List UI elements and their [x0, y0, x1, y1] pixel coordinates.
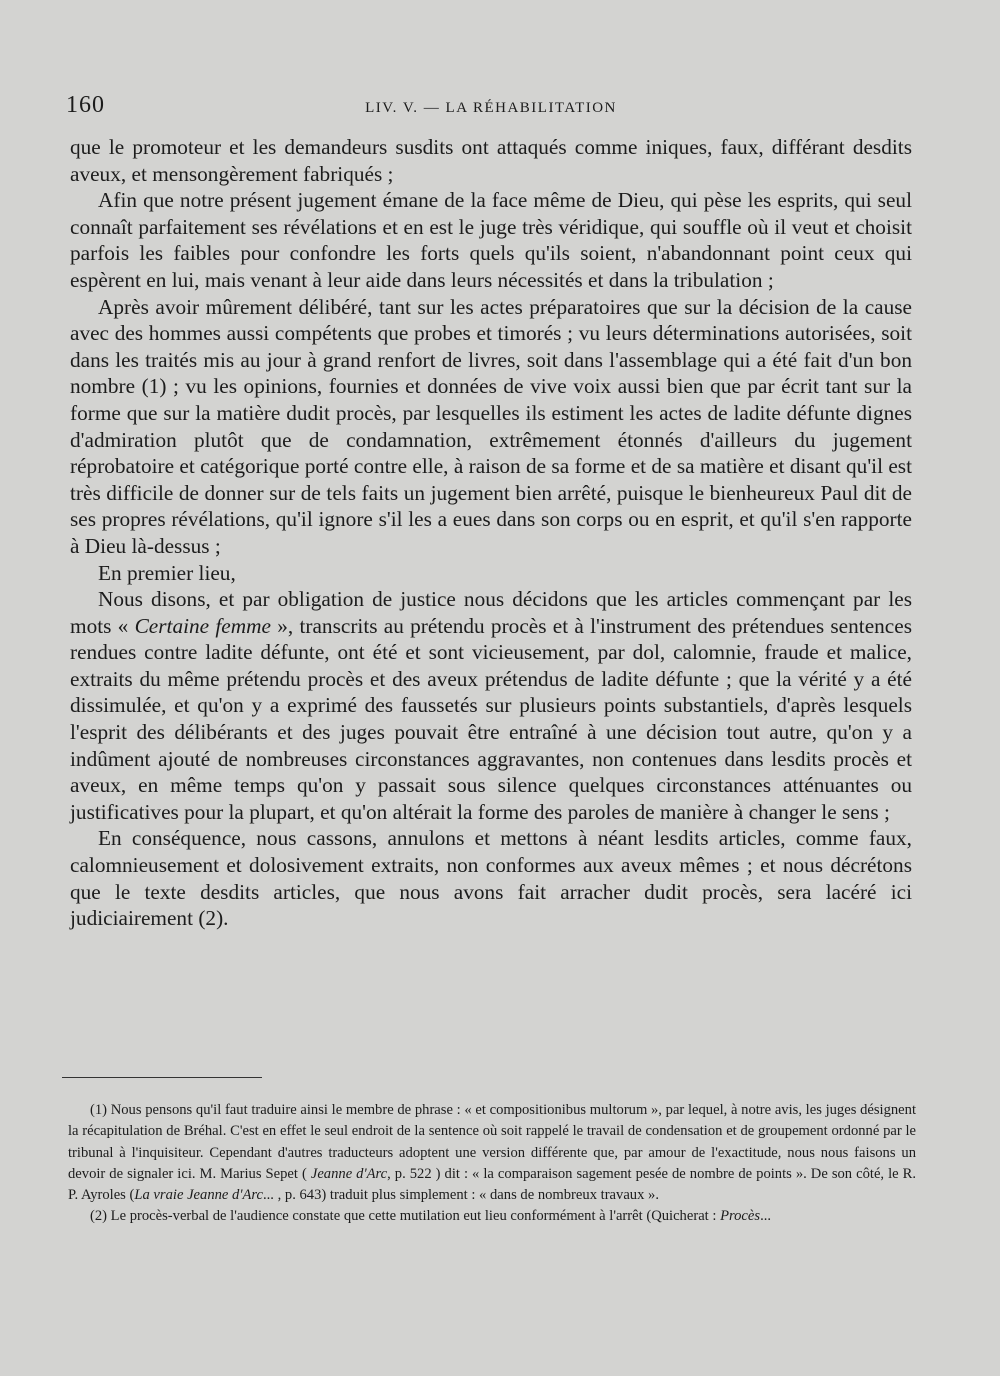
- footnote-1-text-c: ... , p. 643) traduit plus simplement : « dans de nombreux travaux ».: [263, 1187, 659, 1204]
- footnote-1-title-1: Jeanne d'Arc: [310, 1165, 388, 1182]
- footnote-2: [68, 1206, 916, 1227]
- footnote-2-text-a: (2) Le procès-verbal de l'audience constate que cette mutilation eut lieu conformément à l'arrêt (Quicherat :: [90, 1208, 721, 1225]
- paragraph-5-rest: transcrits au prétendu procès et à l'instrument des prétendues sentences rendues contre ladite défunte, ont été et sont vicieusement, par dol, calomnie, fraude et malice, extraits du même prétendu procès et des aveux prétendus de ladite défunte ; que la vérité y a été dissimulée, et qu'on y a exprimé des faussetés sur plusieurs points substantiels, d'après lesquels l'esprit des délibérants et des juges pouvait être entraîné à une décision tout autre, qu'on y a indûment ajouté de nombreuses circonstances aggravantes, non contenues dans lesdits procès et aveux, en même temps qu'on y passait sous silence quelques circonstances atténuantes ou justificatives pour la plupart, et qu'on altérait la forme des paroles de manière à changer le sens ;: [70, 613, 912, 824]
- paragraph-2: Afin que notre présent jugement émane de la face même de Dieu, qui pèse les esprits, qui seul connaît parfaitement ses révélations et en est le juge très véridique, qui souffle où il veut et choisit parfois les faibles pour confondre les forts quels qu'ils soient, n'abandonnant point ceux qui espèrent en lui, mais venant à leur aide dans leurs nécessités et dans la tribulation ;: [70, 188, 912, 292]
- footnote-1: [68, 1100, 916, 1206]
- footnote-1-title-2: La vraie Jeanne d'Arc: [134, 1187, 263, 1204]
- page-number: 160: [66, 92, 105, 118]
- body-text: [70, 134, 912, 932]
- quoted-words: Certaine femme: [134, 613, 271, 638]
- footnote-1-text-b: , p. 522 ) dit : « la comparaison sagement pesée de nombre de points ». De son côté, le R. P. Ayroles (: [68, 1165, 917, 1204]
- page-header: [66, 92, 916, 122]
- paragraph-3: Après avoir mûrement délibéré, tant sur les actes préparatoires que sur la décision de la cause avec des hommes aussi compétents que probes et timorés ; vu leurs déterminations autorisées, soit dans les traités mis au jour à grand renfort de livres, soit dans l'assemblage qui a été fait d'un bon nombre (1) ; vu les opinions, fournies et données de vive voix aussi bien que par écrit tant sur la forme que sur la matière dudit procès, par lesquelles ils estiment les actes de ladite défunte dignes d'admiration plutôt que de condamnation, extrêmement étonnés d'ailleurs du jugement réprobatoire et catégorique porté contre elle, à raison de sa forme et de sa matière et disant qu'il est très difficile de donner sur de tels faits un jugement bien arrêté, puisque le bienheureux Paul dit de ses propres révélations, qu'il ignore s'il les a eues dans son corps ou en esprit, et qu'il s'en rapporte à Dieu là-dessus ;: [70, 294, 912, 558]
- footnotes: [68, 1100, 916, 1228]
- paragraph-1: que le promoteur et les demandeurs susdits ont attaqués comme iniques, faux, différant desdits aveux, et mensongèrement fabriqués ;: [70, 135, 912, 186]
- paragraph-5-joiner: »,: [270, 613, 300, 638]
- paragraph-5-opening: Nous disons, et par obligation de justice nous décidons que les articles commençant par les mots «: [70, 587, 912, 638]
- paragraph-4: En premier lieu,: [98, 560, 236, 585]
- footnote-divider: [62, 1077, 262, 1078]
- paragraph-6: En conséquence, nous cassons, annulons et mettons à néant lesdits articles, comme faux, calomnieusement et dolosivement extraits, non conformes aux aveux mêmes ; et nous décrétons que le texte desdits articles, que nous avons fait arracher dudit procès, sera lacéré ici judiciairement (2).: [70, 826, 912, 931]
- footnote-1-text-a: (1) Nous pensons qu'il faut traduire ainsi le membre de phrase : « et compositionibus multorum », par lequel, à notre avis, les juges désignent la récapitulation de Bréhal. C'est en effet le seul endroit de la sentence où soit rappelé le travail de condensation et de groupement ordonné par le tribunal à l'inquisiteur. Cependant d'autres traducteurs adoptent une version différente que, par amour de l'exactitude, nous nous faisons un devoir de signaler ici. M. Marius Sepet (: [68, 1102, 916, 1182]
- footnote-2-text-b: ...: [760, 1208, 772, 1225]
- paragraph-5: [70, 586, 912, 825]
- running-title: LIV. V. — LA RÉHABILITATION: [365, 100, 617, 116]
- footnote-2-title: Procès: [720, 1208, 761, 1225]
